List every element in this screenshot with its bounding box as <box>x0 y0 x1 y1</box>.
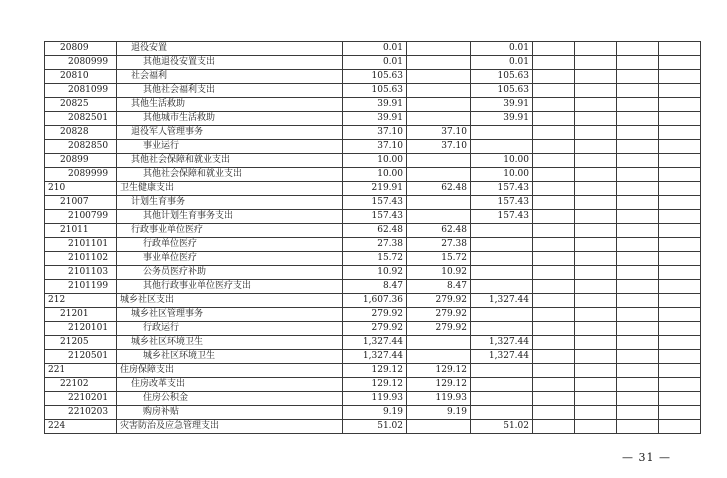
subject-code-cell: 20825 <box>45 98 117 112</box>
project-expenditure-cell: 0.01 <box>471 42 533 56</box>
subject-code-cell: 2210203 <box>45 406 117 420</box>
total-amount-cell: 62.48 <box>343 224 407 238</box>
subject-code-cell: 2081099 <box>45 84 117 98</box>
subject-name-cell: 城乡社区环境卫生 <box>117 336 343 350</box>
empty-cell <box>575 294 617 308</box>
basic-expenditure-cell: 129.12 <box>407 364 471 378</box>
table-row <box>45 420 701 434</box>
total-amount-cell: 27.38 <box>343 238 407 252</box>
total-amount-cell: 129.12 <box>343 364 407 378</box>
subject-code-cell: 2080999 <box>45 56 117 70</box>
total-amount-cell: 10.00 <box>343 168 407 182</box>
subject-code-cell: 221 <box>45 364 117 378</box>
subject-code-cell: 21201 <box>45 308 117 322</box>
empty-cell <box>533 140 575 154</box>
empty-cell <box>617 196 659 210</box>
empty-cell <box>659 420 701 434</box>
project-expenditure-cell: 157.43 <box>471 182 533 196</box>
empty-cell <box>575 98 617 112</box>
table-row <box>45 196 701 210</box>
empty-cell <box>575 266 617 280</box>
empty-cell <box>575 224 617 238</box>
subject-code-cell: 2082501 <box>45 112 117 126</box>
empty-cell <box>575 392 617 406</box>
total-amount-cell: 1,327.44 <box>343 336 407 350</box>
project-expenditure-cell: 1,327.44 <box>471 350 533 364</box>
subject-name-cell: 退役军人管理事务 <box>117 126 343 140</box>
subject-name-cell: 城乡社区环境卫生 <box>117 350 343 364</box>
empty-cell <box>659 378 701 392</box>
empty-cell <box>659 350 701 364</box>
empty-cell <box>659 238 701 252</box>
basic-expenditure-cell <box>407 112 471 126</box>
table-row <box>45 350 701 364</box>
table-row <box>45 308 701 322</box>
subject-name-cell: 住房改革支出 <box>117 378 343 392</box>
empty-cell <box>575 406 617 420</box>
subject-name-cell: 住房公积金 <box>117 392 343 406</box>
table-row <box>45 84 701 98</box>
table-row <box>45 336 701 350</box>
subject-code-cell: 2082850 <box>45 140 117 154</box>
table-row <box>45 322 701 336</box>
table-row <box>45 252 701 266</box>
table-body <box>45 42 701 434</box>
basic-expenditure-cell <box>407 56 471 70</box>
total-amount-cell: 129.12 <box>343 378 407 392</box>
basic-expenditure-cell: 119.93 <box>407 392 471 406</box>
subject-name-cell: 其他城市生活救助 <box>117 112 343 126</box>
table-row <box>45 182 701 196</box>
table-row <box>45 56 701 70</box>
table-row <box>45 140 701 154</box>
empty-cell <box>617 336 659 350</box>
project-expenditure-cell <box>471 364 533 378</box>
subject-code-cell: 2101102 <box>45 252 117 266</box>
empty-cell <box>659 392 701 406</box>
subject-name-cell: 其他社会保障和就业支出 <box>117 168 343 182</box>
subject-code-cell: 22102 <box>45 378 117 392</box>
total-amount-cell: 279.92 <box>343 308 407 322</box>
empty-cell <box>575 154 617 168</box>
empty-cell <box>575 56 617 70</box>
table-row <box>45 406 701 420</box>
empty-cell <box>575 70 617 84</box>
basic-expenditure-cell: 279.92 <box>407 294 471 308</box>
project-expenditure-cell: 105.63 <box>471 84 533 98</box>
project-expenditure-cell <box>471 266 533 280</box>
table-row <box>45 364 701 378</box>
empty-cell <box>659 126 701 140</box>
total-amount-cell: 0.01 <box>343 56 407 70</box>
empty-cell <box>533 224 575 238</box>
subject-code-cell: 2210201 <box>45 392 117 406</box>
subject-name-cell: 卫生健康支出 <box>117 182 343 196</box>
table-row <box>45 126 701 140</box>
empty-cell <box>659 266 701 280</box>
subject-name-cell: 住房保障支出 <box>117 364 343 378</box>
basic-expenditure-cell: 62.48 <box>407 182 471 196</box>
project-expenditure-cell <box>471 140 533 154</box>
empty-cell <box>533 322 575 336</box>
basic-expenditure-cell: 9.19 <box>407 406 471 420</box>
empty-cell <box>659 56 701 70</box>
subject-name-cell: 公务员医疗补助 <box>117 266 343 280</box>
empty-cell <box>617 98 659 112</box>
empty-cell <box>659 336 701 350</box>
basic-expenditure-cell <box>407 350 471 364</box>
table-row <box>45 112 701 126</box>
project-expenditure-cell <box>471 280 533 294</box>
empty-cell <box>659 98 701 112</box>
empty-cell <box>575 364 617 378</box>
total-amount-cell: 119.93 <box>343 392 407 406</box>
empty-cell <box>659 322 701 336</box>
subject-code-cell: 20810 <box>45 70 117 84</box>
empty-cell <box>617 70 659 84</box>
basic-expenditure-cell: 8.47 <box>407 280 471 294</box>
empty-cell <box>533 42 575 56</box>
table-row <box>45 42 701 56</box>
empty-cell <box>617 84 659 98</box>
empty-cell <box>617 56 659 70</box>
project-expenditure-cell: 105.63 <box>471 70 533 84</box>
empty-cell <box>659 210 701 224</box>
empty-cell <box>659 154 701 168</box>
basic-expenditure-cell: 10.92 <box>407 266 471 280</box>
empty-cell <box>617 182 659 196</box>
subject-name-cell: 行政事业单位医疗 <box>117 224 343 238</box>
empty-cell <box>617 280 659 294</box>
subject-name-cell: 退役安置 <box>117 42 343 56</box>
project-expenditure-cell: 39.91 <box>471 112 533 126</box>
page-number: — 31 — <box>622 451 671 464</box>
table-row <box>45 294 701 308</box>
empty-cell <box>575 196 617 210</box>
empty-cell <box>533 126 575 140</box>
basic-expenditure-cell <box>407 42 471 56</box>
empty-cell <box>659 168 701 182</box>
empty-cell <box>575 238 617 252</box>
total-amount-cell: 219.91 <box>343 182 407 196</box>
total-amount-cell: 39.91 <box>343 98 407 112</box>
subject-name-cell: 其他退役安置支出 <box>117 56 343 70</box>
empty-cell <box>659 42 701 56</box>
subject-name-cell: 其他行政事业单位医疗支出 <box>117 280 343 294</box>
table-row <box>45 238 701 252</box>
subject-name-cell: 其他社会福利支出 <box>117 84 343 98</box>
project-expenditure-cell: 157.43 <box>471 196 533 210</box>
empty-cell <box>575 42 617 56</box>
empty-cell <box>575 168 617 182</box>
empty-cell <box>659 84 701 98</box>
empty-cell <box>617 224 659 238</box>
empty-cell <box>575 378 617 392</box>
table-row <box>45 70 701 84</box>
subject-name-cell: 事业运行 <box>117 140 343 154</box>
subject-code-cell: 20809 <box>45 42 117 56</box>
empty-cell <box>533 420 575 434</box>
empty-cell <box>575 252 617 266</box>
project-expenditure-cell: 10.00 <box>471 168 533 182</box>
empty-cell <box>533 154 575 168</box>
empty-cell <box>575 350 617 364</box>
subject-name-cell: 其他社会保障和就业支出 <box>117 154 343 168</box>
table-row <box>45 154 701 168</box>
total-amount-cell: 39.91 <box>343 112 407 126</box>
subject-name-cell: 灾害防治及应急管理支出 <box>117 420 343 434</box>
subject-code-cell: 2089999 <box>45 168 117 182</box>
empty-cell <box>617 266 659 280</box>
empty-cell <box>617 378 659 392</box>
empty-cell <box>575 336 617 350</box>
empty-cell <box>617 42 659 56</box>
project-expenditure-cell <box>471 322 533 336</box>
table-row <box>45 378 701 392</box>
empty-cell <box>617 168 659 182</box>
subject-name-cell: 行政运行 <box>117 322 343 336</box>
empty-cell <box>533 168 575 182</box>
empty-cell <box>533 364 575 378</box>
total-amount-cell: 0.01 <box>343 42 407 56</box>
basic-expenditure-cell <box>407 70 471 84</box>
basic-expenditure-cell <box>407 98 471 112</box>
subject-code-cell: 2101101 <box>45 238 117 252</box>
subject-name-cell: 其他生活救助 <box>117 98 343 112</box>
table-row <box>45 224 701 238</box>
table-row <box>45 168 701 182</box>
subject-name-cell: 计划生育事务 <box>117 196 343 210</box>
empty-cell <box>617 210 659 224</box>
empty-cell <box>659 252 701 266</box>
total-amount-cell: 1,327.44 <box>343 350 407 364</box>
empty-cell <box>617 322 659 336</box>
table-row <box>45 392 701 406</box>
table-row <box>45 98 701 112</box>
empty-cell <box>575 420 617 434</box>
basic-expenditure-cell <box>407 154 471 168</box>
empty-cell <box>533 182 575 196</box>
subject-code-cell: 2120501 <box>45 350 117 364</box>
budget-expenditure-table <box>44 41 701 434</box>
empty-cell <box>617 392 659 406</box>
empty-cell <box>533 210 575 224</box>
total-amount-cell: 8.47 <box>343 280 407 294</box>
total-amount-cell: 157.43 <box>343 196 407 210</box>
basic-expenditure-cell: 27.38 <box>407 238 471 252</box>
total-amount-cell: 279.92 <box>343 322 407 336</box>
empty-cell <box>575 210 617 224</box>
empty-cell <box>533 266 575 280</box>
empty-cell <box>575 308 617 322</box>
subject-name-cell: 其他计划生育事务支出 <box>117 210 343 224</box>
subject-code-cell: 20828 <box>45 126 117 140</box>
empty-cell <box>659 196 701 210</box>
empty-cell <box>617 294 659 308</box>
empty-cell <box>617 252 659 266</box>
empty-cell <box>617 406 659 420</box>
project-expenditure-cell: 1,327.44 <box>471 294 533 308</box>
total-amount-cell: 51.02 <box>343 420 407 434</box>
empty-cell <box>617 140 659 154</box>
table-row <box>45 266 701 280</box>
project-expenditure-cell <box>471 392 533 406</box>
subject-code-cell: 2100799 <box>45 210 117 224</box>
empty-cell <box>533 336 575 350</box>
project-expenditure-cell <box>471 406 533 420</box>
basic-expenditure-cell: 129.12 <box>407 378 471 392</box>
total-amount-cell: 10.92 <box>343 266 407 280</box>
subject-name-cell: 购房补贴 <box>117 406 343 420</box>
subject-code-cell: 210 <box>45 182 117 196</box>
project-expenditure-cell <box>471 308 533 322</box>
basic-expenditure-cell <box>407 84 471 98</box>
basic-expenditure-cell: 279.92 <box>407 322 471 336</box>
empty-cell <box>659 308 701 322</box>
total-amount-cell: 15.72 <box>343 252 407 266</box>
basic-expenditure-cell <box>407 168 471 182</box>
subject-code-cell: 21007 <box>45 196 117 210</box>
empty-cell <box>533 392 575 406</box>
subject-code-cell: 212 <box>45 294 117 308</box>
empty-cell <box>533 196 575 210</box>
basic-expenditure-cell <box>407 420 471 434</box>
empty-cell <box>617 350 659 364</box>
subject-code-cell: 2120101 <box>45 322 117 336</box>
project-expenditure-cell <box>471 378 533 392</box>
subject-name-cell: 行政单位医疗 <box>117 238 343 252</box>
project-expenditure-cell: 0.01 <box>471 56 533 70</box>
empty-cell <box>533 84 575 98</box>
empty-cell <box>575 182 617 196</box>
basic-expenditure-cell: 37.10 <box>407 126 471 140</box>
basic-expenditure-cell: 37.10 <box>407 140 471 154</box>
empty-cell <box>533 112 575 126</box>
empty-cell <box>659 224 701 238</box>
empty-cell <box>533 56 575 70</box>
subject-code-cell: 2101103 <box>45 266 117 280</box>
empty-cell <box>533 98 575 112</box>
table-row <box>45 280 701 294</box>
basic-expenditure-cell: 15.72 <box>407 252 471 266</box>
empty-cell <box>575 280 617 294</box>
empty-cell <box>617 364 659 378</box>
table-row <box>45 210 701 224</box>
empty-cell <box>659 294 701 308</box>
total-amount-cell: 37.10 <box>343 126 407 140</box>
empty-cell <box>533 238 575 252</box>
total-amount-cell: 105.63 <box>343 84 407 98</box>
empty-cell <box>617 238 659 252</box>
subject-name-cell: 社会福利 <box>117 70 343 84</box>
empty-cell <box>533 294 575 308</box>
empty-cell <box>659 406 701 420</box>
basic-expenditure-cell <box>407 336 471 350</box>
empty-cell <box>617 112 659 126</box>
project-expenditure-cell: 1,327.44 <box>471 336 533 350</box>
project-expenditure-cell: 10.00 <box>471 154 533 168</box>
subject-name-cell: 城乡社区支出 <box>117 294 343 308</box>
project-expenditure-cell: 157.43 <box>471 210 533 224</box>
total-amount-cell: 157.43 <box>343 210 407 224</box>
basic-expenditure-cell <box>407 210 471 224</box>
basic-expenditure-cell <box>407 196 471 210</box>
project-expenditure-cell <box>471 224 533 238</box>
empty-cell <box>533 280 575 294</box>
subject-code-cell: 20899 <box>45 154 117 168</box>
subject-name-cell: 城乡社区管理事务 <box>117 308 343 322</box>
total-amount-cell: 37.10 <box>343 140 407 154</box>
empty-cell <box>659 112 701 126</box>
basic-expenditure-cell: 62.48 <box>407 224 471 238</box>
subject-name-cell: 事业单位医疗 <box>117 252 343 266</box>
total-amount-cell: 105.63 <box>343 70 407 84</box>
project-expenditure-cell: 39.91 <box>471 98 533 112</box>
empty-cell <box>575 84 617 98</box>
empty-cell <box>533 252 575 266</box>
total-amount-cell: 9.19 <box>343 406 407 420</box>
empty-cell <box>659 182 701 196</box>
project-expenditure-cell: 51.02 <box>471 420 533 434</box>
subject-code-cell: 21011 <box>45 224 117 238</box>
empty-cell <box>617 308 659 322</box>
empty-cell <box>533 350 575 364</box>
project-expenditure-cell <box>471 252 533 266</box>
empty-cell <box>533 406 575 420</box>
project-expenditure-cell <box>471 126 533 140</box>
empty-cell <box>659 280 701 294</box>
subject-code-cell: 21205 <box>45 336 117 350</box>
empty-cell <box>533 308 575 322</box>
total-amount-cell: 10.00 <box>343 154 407 168</box>
empty-cell <box>617 154 659 168</box>
empty-cell <box>575 140 617 154</box>
project-expenditure-cell <box>471 238 533 252</box>
total-amount-cell: 1,607.36 <box>343 294 407 308</box>
empty-cell <box>659 70 701 84</box>
empty-cell <box>617 420 659 434</box>
empty-cell <box>533 70 575 84</box>
basic-expenditure-cell: 279.92 <box>407 308 471 322</box>
subject-code-cell: 224 <box>45 420 117 434</box>
empty-cell <box>575 322 617 336</box>
empty-cell <box>575 112 617 126</box>
empty-cell <box>659 140 701 154</box>
empty-cell <box>617 126 659 140</box>
empty-cell <box>533 378 575 392</box>
empty-cell <box>575 126 617 140</box>
subject-code-cell: 2101199 <box>45 280 117 294</box>
empty-cell <box>659 364 701 378</box>
